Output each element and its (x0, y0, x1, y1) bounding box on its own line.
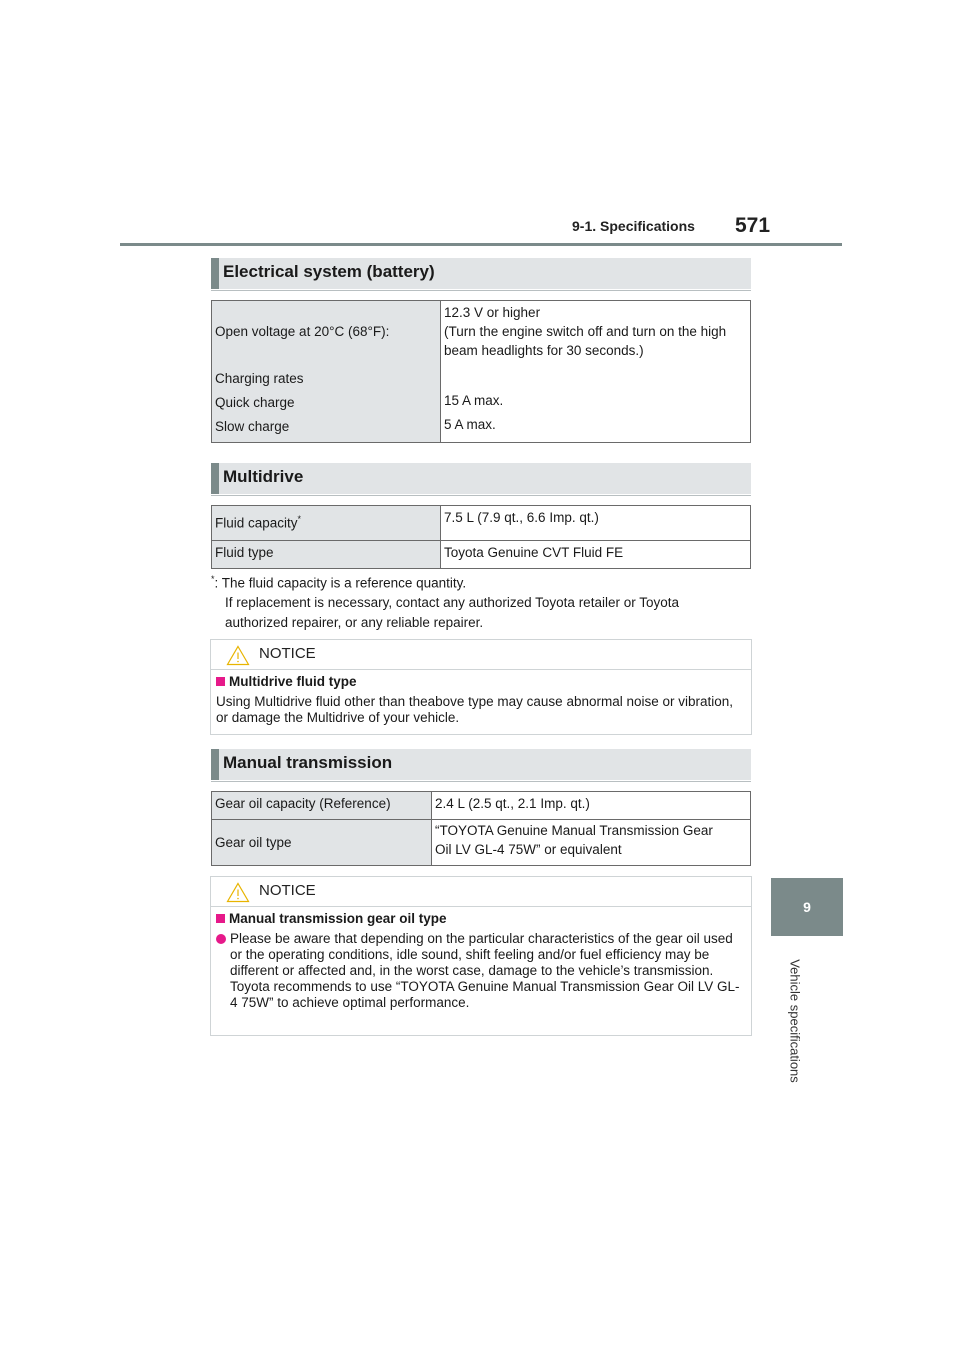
open-voltage-note-1: (Turn the engine switch off and turn on the high (444, 324, 727, 339)
notice-text: Using Multidrive fluid other than theabove type may cause abnormal noise or vibration, or damage the Multidrive of your vehicle. (216, 694, 734, 725)
fluid-capacity-value: 7.5 L (7.9 qt., 6.6 Imp. qt.) (441, 506, 751, 541)
notice-text-2: Toyota recommends to use “TOYOTA Genuine Manual Transmission Gear Oil LV GL-4 75W” to achieve optimal performance. (230, 979, 740, 1010)
footnote-mark: * (211, 574, 215, 584)
notice-title: NOTICE (259, 882, 316, 899)
notice-text-1: Please be aware that depending on the particular characteristics of the gear oil used or the operating conditions, idle sound, shift feeling and/or fuel efficiency may be different or affected and, in the worst case, damage to the vehicle’s transmission. (230, 931, 733, 978)
manual-transmission-heading (211, 749, 751, 780)
open-voltage-label: Open voltage at 20°C (68°F): (215, 324, 390, 339)
slow-charge-label: Slow charge (215, 419, 290, 434)
quick-charge-label: Quick charge (215, 395, 295, 410)
battery-spec-table (211, 300, 751, 443)
electrical-heading-text: Electrical system (battery) (223, 262, 435, 281)
notice-body (211, 670, 751, 734)
round-bullet-icon (216, 934, 226, 944)
gear-oil-capacity-label: Gear oil capacity (Reference) (212, 792, 432, 820)
fluid-type-value: Toyota Genuine CVT Fluid FE (441, 541, 751, 569)
battery-label-cell (212, 301, 441, 443)
notice-body (211, 907, 751, 1019)
heading-accent-bar (211, 258, 219, 289)
manual-transmission-heading-text: Manual transmission (223, 753, 393, 772)
chapter-tab[interactable] (771, 878, 843, 936)
table-row (212, 820, 751, 866)
slow-charge-value: 5 A max. (444, 417, 496, 432)
electrical-heading (211, 258, 751, 289)
square-bullet-icon (216, 677, 225, 686)
table-row (212, 506, 751, 541)
notice-item-title: Multidrive fluid type (229, 674, 357, 689)
warning-triangle-icon (226, 645, 250, 666)
multidrive-spec-table (211, 505, 751, 569)
footnote-line-2: If replacement is necessary, contact any authorized Toyota retailer or Toyota (225, 595, 679, 610)
notice-item-title: Manual transmission gear oil type (229, 911, 447, 926)
gear-oil-type-value-1: “TOYOTA Genuine Manual Transmission Gear (435, 823, 713, 838)
heading-rule (211, 290, 751, 291)
chapter-label-text: Vehicle specifications (787, 959, 803, 1083)
notice-box-manual-transmission (210, 876, 752, 1036)
fluid-capacity-label-cell (212, 506, 441, 541)
page-number: 571 (735, 214, 771, 237)
heading-rule (211, 781, 751, 782)
footnote (211, 570, 751, 632)
fluid-capacity-label: Fluid capacity (215, 515, 298, 531)
table-row (212, 541, 751, 569)
multidrive-heading (211, 463, 751, 494)
gear-oil-type-label: Gear oil type (212, 820, 432, 866)
multidrive-heading-text: Multidrive (223, 467, 304, 486)
heading-accent-bar (211, 749, 219, 780)
square-bullet-icon (216, 914, 225, 923)
header-divider (120, 243, 842, 246)
notice-bullet (216, 931, 746, 1011)
chapter-number: 9 (803, 899, 811, 915)
table-row (212, 792, 751, 820)
charging-rates-label: Charging rates (215, 371, 304, 386)
section-title: 9-1. Specifications (572, 218, 695, 234)
battery-value-cell (441, 301, 751, 443)
footnote-line-1: : The fluid capacity is a reference quantity. (214, 575, 467, 591)
open-voltage-value: 12.3 V or higher (444, 305, 541, 320)
chapter-label (762, 946, 828, 1096)
fluid-type-label: Fluid type (212, 541, 441, 569)
notice-title: NOTICE (259, 645, 316, 662)
notice-box-multidrive (210, 639, 752, 735)
heading-accent-bar (211, 463, 219, 494)
footnote-mark: * (297, 514, 302, 524)
notice-header (211, 640, 751, 670)
heading-rule (211, 495, 751, 496)
open-voltage-note-2: beam headlights for 30 seconds.) (444, 343, 644, 358)
gear-oil-capacity-value: 2.4 L (2.5 qt., 2.1 Imp. qt.) (432, 792, 751, 820)
quick-charge-value: 15 A max. (444, 393, 504, 408)
manual-transmission-spec-table (211, 791, 751, 866)
warning-triangle-icon (226, 882, 250, 903)
table-row (212, 301, 751, 443)
notice-header (211, 877, 751, 907)
gear-oil-type-value-cell (432, 820, 751, 866)
gear-oil-type-value-2: Oil LV GL-4 75W” or equivalent (435, 842, 622, 857)
footnote-line-3: authorized repairer, or any reliable repairer. (225, 614, 484, 630)
